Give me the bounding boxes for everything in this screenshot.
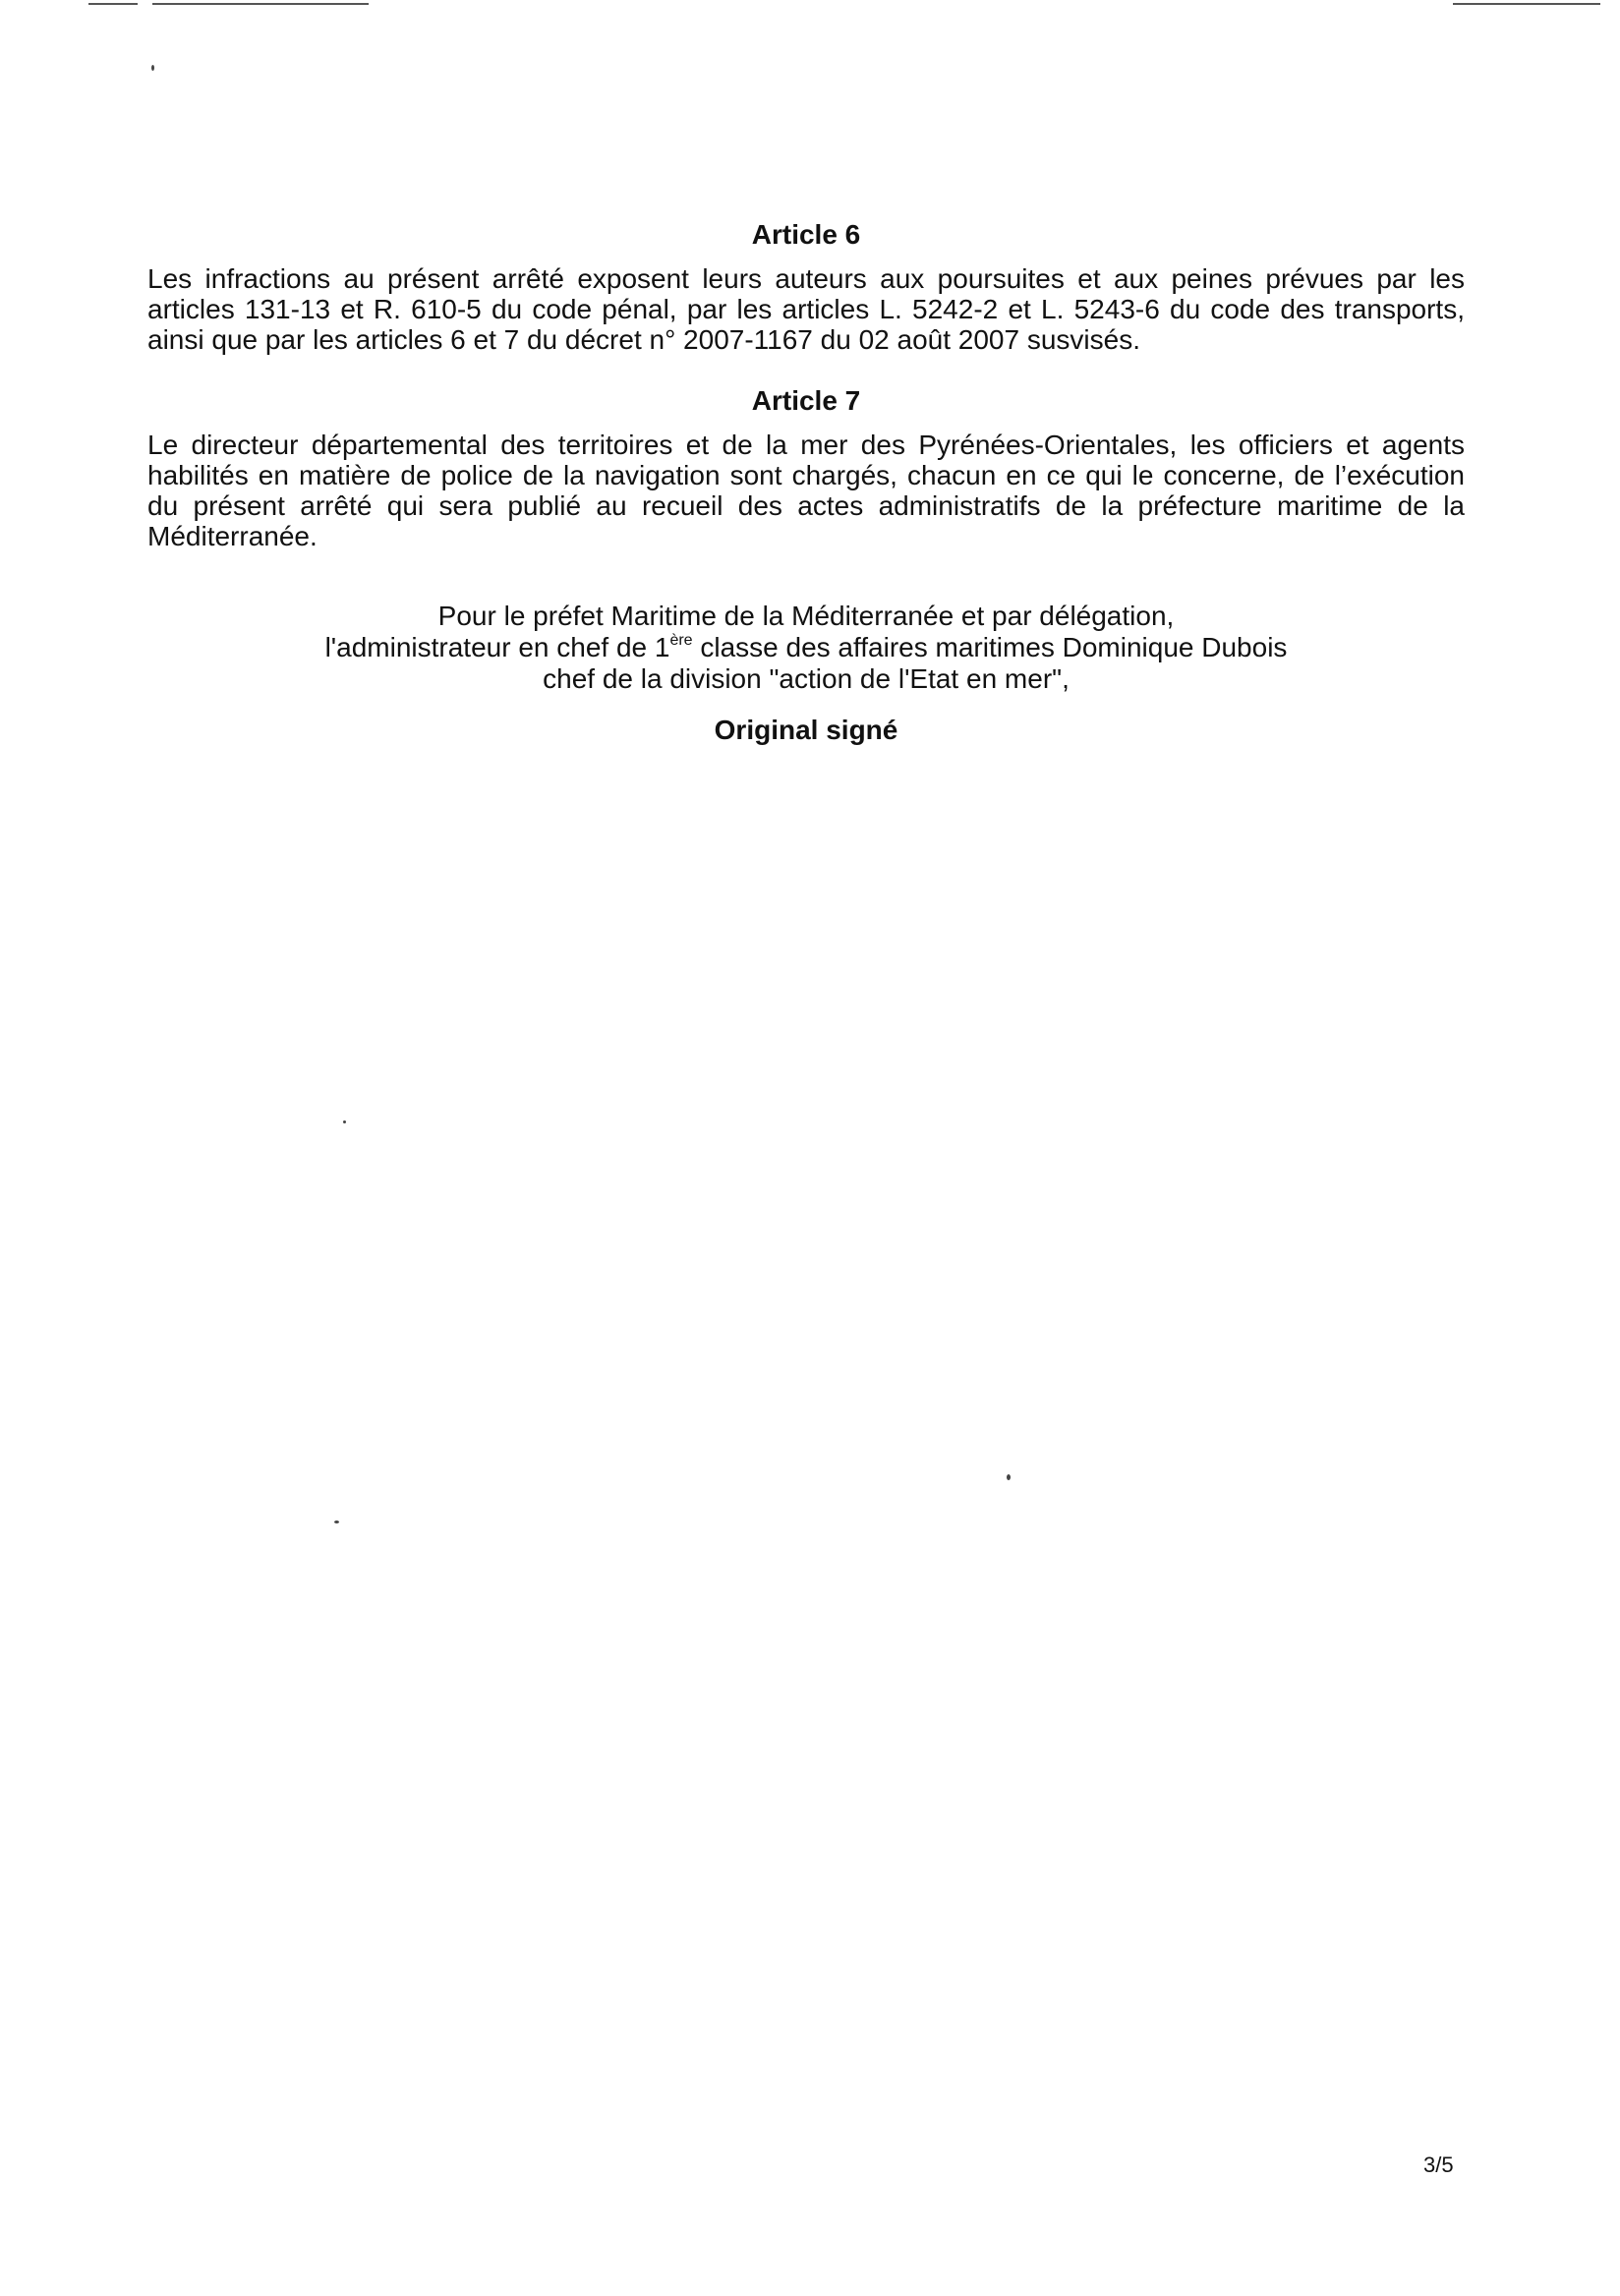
signature-line-1: Pour le préfet Maritime de la Méditerranée et par délégation, <box>437 601 1175 631</box>
signature-line-2-start: l'administrateur en chef de 1 <box>324 632 670 662</box>
signature-line-2 <box>147 632 1465 663</box>
article-7 <box>147 384 1465 551</box>
article-6-body: Les infractions au présent arrêté exposent leurs auteurs aux poursuites et aux peines prévues par les articles 131-13 et R. 610-5 du code pénal, par les articles L. 5242-2 et L. 5243-6 du code des transports, ainsi que par les articles 6 et 7 du décret n° 2007-1167 du 02 août 2007 susvisés. <box>147 263 1465 355</box>
scan-artifact-line <box>88 3 138 5</box>
article-6-title: Article 6 <box>751 219 861 250</box>
article-7-body: Le directeur départemental des territoires et de la mer des Pyrénées-Orientales, les officiers et agents habilités en matière de police de la navigation sont chargés, chacun en ce qui le concerne, de l’exécution du présent arrêté qui sera publié au recueil des actes administratifs de la préfecture maritime de la Méditerranée. <box>147 430 1465 551</box>
scan-artifact-line <box>1453 3 1600 5</box>
scan-artifact-line <box>152 3 369 5</box>
scan-speck <box>343 1120 346 1123</box>
page-number: 3/5 <box>1423 2152 1454 2177</box>
scan-speck <box>151 65 154 71</box>
original-signed-label: Original signé <box>714 715 898 745</box>
scan-speck <box>1007 1474 1011 1480</box>
signature-line-3: chef de la division "action de l'Etat en mer", <box>543 663 1070 694</box>
scan-speck <box>334 1521 339 1523</box>
article-6 <box>147 218 1465 355</box>
article-7-title: Article 7 <box>751 385 861 416</box>
signature-line-2-end: classe des affaires maritimes Dominique Dubois <box>692 632 1288 662</box>
ordinal-superscript: ère <box>669 632 693 649</box>
document-page <box>147 218 1465 746</box>
signature-block <box>147 601 1465 695</box>
